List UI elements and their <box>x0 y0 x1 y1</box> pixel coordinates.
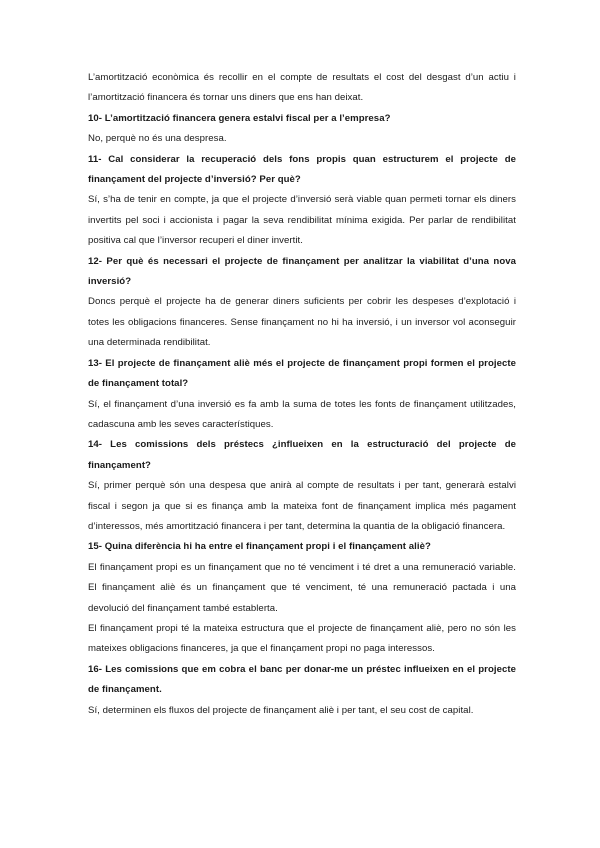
answer-paragraph: Doncs perquè el projecte ha de generar diners suficients per cobrir les despeses d’explotació i totes les obligacions financeres. Sense finançament no hi ha inversió, i un inversor vol aconseguir una determinada rendibilitat. <box>88 296 516 349</box>
question-heading: 11- Cal considerar la recuperació dels fons propis quan estructurem el projecte de finançament del projecte d’inversió? Per què? <box>88 153 516 186</box>
document-body <box>88 68 516 721</box>
question-heading: 14- Les comissions dels préstecs ¿influeixen en la estructuració del projecte de finançament? <box>88 439 516 471</box>
answer-paragraph: Sí, determinen els fluxos del projecte de finançament aliè i per tant, el seu cost de capital. <box>88 704 474 716</box>
answer-paragraph: El finançament propi es un finançament que no té venciment i té dret a una remuneració variable. El finançament aliè és un finançament que té venciment, té una remuneració pactada i una devolució del finançament també establerta. <box>88 561 516 614</box>
question-heading: 13- El projecte de finançament aliè més el projecte de finançament propi formen el projecte de finançament total? <box>88 357 516 390</box>
question-heading: 15- Quina diferència hi ha entre el finançament propi i el finançament aliè? <box>88 541 431 553</box>
question-heading: 12- Per què és necessari el projecte de finançament per analitzar la viabilitat d’una nova inversió? <box>88 255 516 288</box>
answer-paragraph: L’amortització econòmica és recollir en el compte de resultats el cost del desgast d’un actiu i l’amortització financera és tornar uns diners que ens han deixat. <box>88 72 516 104</box>
question-heading: 16- Les comissions que em cobra el banc per donar-me un préstec influeixen en el projecte de finançament. <box>88 663 516 696</box>
answer-paragraph: Sí, el finançament d’una inversió es fa amb la suma de totes les fonts de finançament utilitzades, cadascuna amb les seves característiques. <box>88 398 516 430</box>
answer-paragraph: Sí, s’ha de tenir en compte, ja que el projecte d’inversió serà viable quan permeti tornar els diners invertits pel soci i accionista i pagar la seva rendibilitat mínima exigida. Per parlar de rendibilitat positiva cal que l’inversor recuperi el diner invertit. <box>88 194 516 247</box>
question-heading: 10- L’amortització financera genera estalvi fiscal per a l’empresa? <box>88 112 391 124</box>
answer-paragraph: No, perquè no és una despresa. <box>88 133 227 145</box>
answer-paragraph: El finançament propi té la mateixa estructura que el projecte de finançament aliè, pero no són les mateixes obligacions financeres, ja que el finançament propi no paga interessos. <box>88 622 516 655</box>
answer-paragraph: Sí, primer perquè són una despesa que anirà al compte de resultats i per tant, generarà estalvi fiscal i segon ja que si es finança amb la mateixa font de finançament implica més pagament d’interessos, més amortització financera i per tant, determina la quantia de la obligació financera. <box>88 480 516 532</box>
